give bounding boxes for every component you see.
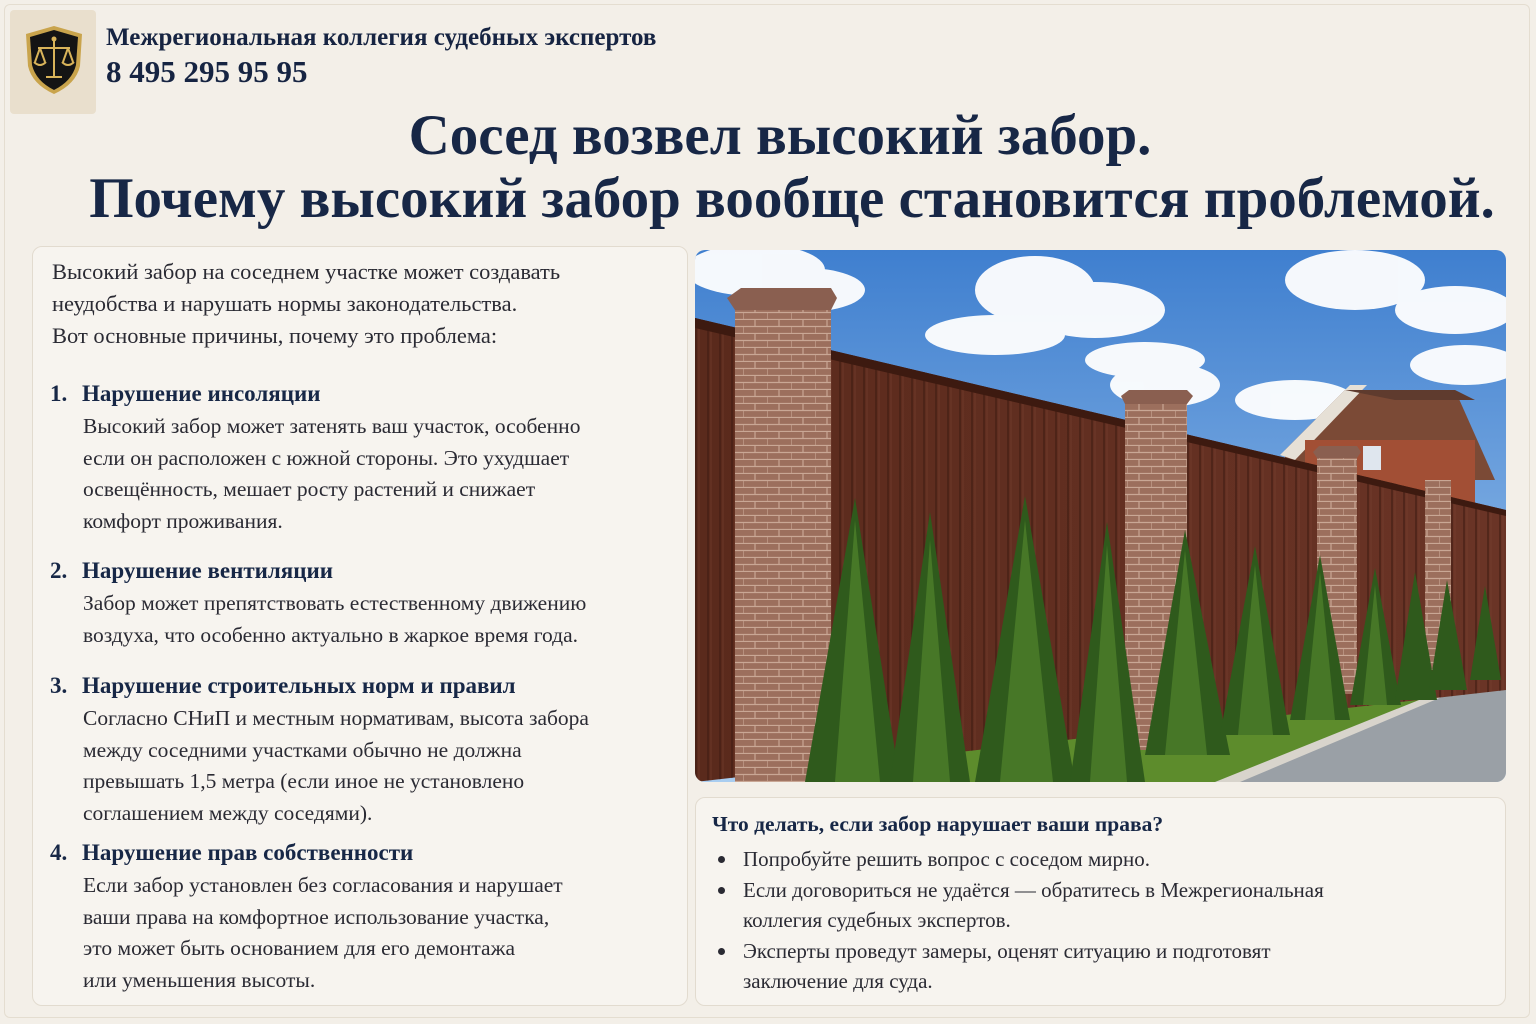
- reason-number: 3.: [50, 673, 68, 698]
- reason-title: Нарушение строительных норм и правил: [82, 673, 516, 698]
- help-bullet-line: Попробуйте решить вопрос с соседом мирно.: [743, 847, 1150, 871]
- intro-line: Высокий забор на соседнем участке может создавать: [52, 259, 561, 284]
- help-bullet: [712, 875, 1482, 935]
- scales-shield-icon: [22, 24, 86, 96]
- reason-line: ваши права на комфортное использование участка,: [83, 904, 550, 929]
- reason-body: [83, 588, 670, 651]
- reason-item-ventilation: [50, 556, 670, 651]
- reason-line: Высокий забор может затенять ваш участок, особенно: [83, 414, 581, 438]
- reason-line: Забор может препятствовать естественному движению: [83, 591, 587, 615]
- reason-line: освещённость, мешает росту растений и снижает: [83, 477, 536, 501]
- reason-line: между соседними участками обычно не должна: [83, 737, 522, 762]
- intro-line: Вот основные причины, почему это проблема:: [52, 323, 498, 348]
- help-bullet-line: Если договориться не удаётся — обратитесь в Межрегиональная: [743, 878, 1324, 902]
- help-bullet-line: коллегия судебных экспертов.: [743, 908, 1011, 932]
- reason-number: 1.: [50, 381, 68, 406]
- reason-line: если он расположен с южной стороны. Это ухудшает: [83, 445, 570, 470]
- reason-number: 2.: [50, 558, 68, 583]
- reason-line: превышать 1,5 метра (если иное не установлено: [83, 769, 525, 793]
- reason-line: воздуха, что особенно актуально в жаркое время года.: [83, 622, 578, 647]
- fence-photo: [695, 250, 1506, 782]
- reason-heading: [50, 556, 670, 586]
- reason-item-property-rights: [50, 838, 670, 996]
- reason-line: или уменьшения высоты.: [83, 967, 316, 992]
- help-title: Что делать, если забор нарушает ваши права?: [712, 812, 1164, 836]
- reason-item-insolation: [50, 379, 670, 537]
- bullet-dot-icon: [718, 887, 725, 894]
- org-name: Межрегиональная коллегия судебных экспертов: [106, 24, 657, 51]
- reason-number: 4.: [50, 840, 68, 865]
- reason-title: Нарушение вентиляции: [82, 558, 334, 583]
- reason-heading: [50, 671, 670, 701]
- help-list: [712, 844, 1482, 997]
- reason-line: это может быть основанием для его демонтажа: [83, 936, 515, 960]
- bullet-dot-icon: [718, 856, 725, 863]
- help-bullet: [712, 936, 1482, 996]
- reason-body: [83, 411, 670, 537]
- org-phone: 8 495 295 95 95: [106, 54, 308, 89]
- reason-line: Если забор установлен без согласования и нарушает: [83, 873, 563, 897]
- help-bullet-line: заключение для суда.: [743, 969, 933, 993]
- fence-illustration: [695, 250, 1506, 782]
- page-title-line-2: Почему высокий забор вообще становится проблемой.: [89, 167, 1495, 230]
- reason-item-building-codes: [50, 671, 670, 829]
- reason-heading: [50, 838, 670, 868]
- reason-body: [83, 870, 670, 996]
- intro-line: неудобства и нарушать нормы законодательства.: [52, 291, 518, 316]
- reason-line: Согласно СНиП и местным нормативам, высота забора: [83, 706, 589, 730]
- reason-heading: [50, 379, 670, 409]
- help-bullet-line: Эксперты проведут замеры, оценят ситуацию и подготовят: [743, 939, 1271, 963]
- reason-line: комфорт проживания.: [83, 508, 283, 533]
- reason-title: Нарушение прав собственности: [82, 840, 414, 865]
- reason-title: Нарушение инсоляции: [82, 381, 321, 406]
- bullet-dot-icon: [718, 948, 725, 955]
- help-bullet: [712, 844, 1482, 874]
- reason-body: [83, 703, 670, 829]
- reason-line: соглашением между соседями).: [83, 800, 373, 825]
- page-title-line-1: Сосед возвел высокий забор.: [408, 104, 1152, 167]
- intro-text: [52, 256, 672, 352]
